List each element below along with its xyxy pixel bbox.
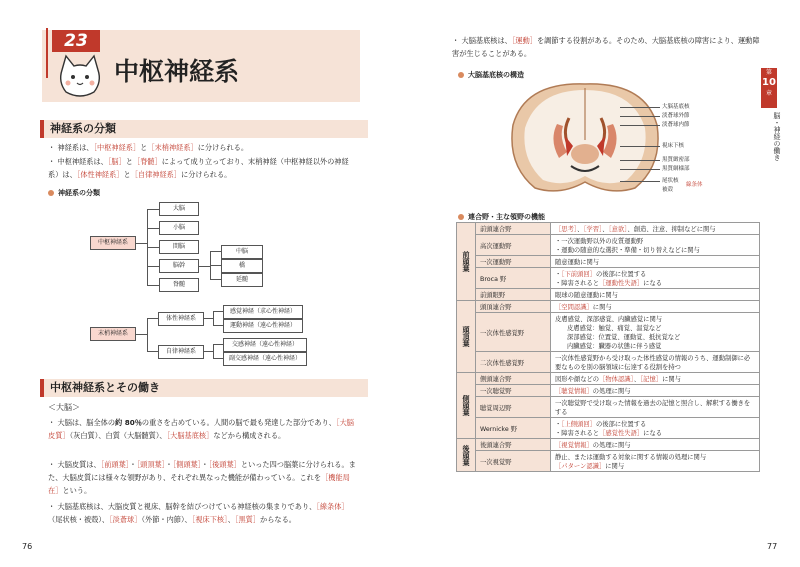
area-cell: Broca 野 [476,268,551,289]
desc-cell: ［聴覚情報］の処理に関与 [551,385,760,397]
bullet-classification-1: ・ 神経系は、［中枢神経系］と［末梢神経系］に分けられる。 [48,141,358,154]
desc-cell: ［視覚情報］の処理に関与 [551,439,760,451]
table-row [457,301,760,313]
subheading-cerebrum: ＜大脳＞ [48,403,80,412]
function-table [456,222,760,472]
table-row [457,439,760,451]
label-gpi: 淡蒼球内節 [662,122,690,128]
area-cell: 頭頂連合野 [476,301,551,313]
label-snr: 黒質網様部 [662,166,690,172]
label-stn: 視床下核 [662,143,685,149]
node-midbrain: 中脳 [221,245,263,259]
area-cell: 側頭連合野 [476,373,551,385]
area-cell: 高次運動野 [476,235,551,256]
group-temporal: 側頭葉 [457,373,476,439]
node-sympathetic: 交感神経（遠心性神経） [223,338,307,352]
label-snc: 黒質緻密部 [662,157,690,163]
desc-cell: ［空間認識］に関与 [551,301,760,313]
node-parasympathetic: 副交感神経（遠心性神経） [223,352,307,366]
area-cell: 一次運動野 [476,256,551,268]
figure-label: 大脳基底核の構造 [458,70,524,80]
node-brainstem: 脳幹 [159,259,199,273]
area-cell: 一次体性感覚野 [476,313,551,352]
bullet-cns-1: ・ 大脳は、脳全体の約 80％の重さを占めている。人間の脳で最も発達した部分であり、［大脳皮質］（灰白質）、白質（大脳髄質）、［大脳基底核］などから構成される。 [48,416,358,442]
table-row [457,352,760,373]
label-striatum: 線条体 [686,182,703,188]
table-row [457,373,760,385]
bullet-cns-2: ・ 大脳皮質は、［前頭葉］・［頭頂葉］・［側頭葉］・［後頭葉］といった四つ脳葉に分けられる。また、大脳皮質には様々な領野があり、それぞれ異なった機能が備わっている。これを［機能局在］という。 [48,458,358,497]
desc-cell: 一次体性感覚野から受け取った体性感覚の情報のうち、運動制御に必要なものを別の脳領域に伝達する役割を持つ [551,352,760,373]
table-row [457,235,760,256]
label-basal-ganglia: 大脳基底核 [662,104,690,110]
node-sensory: 感覚神経（求心性神経） [223,305,303,319]
page-number-left: 76 [22,542,33,551]
node-cerebrum: 大脳 [159,202,199,216]
desc-cell: 一次聴覚野で受け取った情報を過去の記憶と照合し、解釈する働きをする [551,397,760,418]
chapter-tab: 第 10 章 [761,68,777,108]
area-cell: 二次体性感覚野 [476,352,551,373]
table-row [457,313,760,352]
label-putamen: 被殻 [662,187,674,193]
area-cell: 前頭連合野 [476,223,551,235]
desc-cell: 図形や顔などの［物体認識］、［記憶］に関与 [551,373,760,385]
table-row [457,451,760,472]
chapter-side-title: 脳・神経の働き [773,112,781,161]
node-motor: 運動神経（遠心性神経） [223,319,303,333]
desc-cell: ・一次運動野以外の皮質運動野 ・運動の随意的な選択・準備・切り替えなどに関与 [551,235,760,256]
node-peripheral: 末梢神経系 [90,327,136,341]
page-number-right: 77 [767,542,778,551]
bullet-cns-3: ・ 大脳基底核は、大脳皮質と視床、脳幹を結びつけている神経核の集まりであり、［線条体］（尾状核・被殻）、［淡蒼球］（外節・内節）、［視床下核］、［黒質］からなる。 [48,500,358,526]
desc-cell: ・［上側頭回］の後部に位置する ・障害されると［感覚性失語］になる [551,418,760,439]
group-parietal: 頭頂葉 [457,301,476,373]
table-row [457,397,760,418]
desc-cell: ・［下前頭回］の後部に位置する ・障害されると［運動性失語］になる [551,268,760,289]
area-cell: 後頭連合野 [476,439,551,451]
section-heading-cns: 中枢神経系とその働き [40,379,368,397]
area-cell: 前頭眼野 [476,289,551,301]
table-row [457,418,760,439]
area-cell: 聴覚周辺野 [476,397,551,418]
node-medulla: 延髄 [221,273,263,287]
desc-cell: ［思考］、［学習］、［意欲］、創造、注意、抑制などに関与 [551,223,760,235]
label-gpe: 淡蒼球外節 [662,113,690,119]
table-row [457,268,760,289]
node-diencephalon: 間脳 [159,240,199,254]
table-row [457,289,760,301]
area-cell: 一次聴覚野 [476,385,551,397]
node-somatic: 体性神経系 [158,312,204,326]
brain-label-box [620,100,710,196]
table-row [457,256,760,268]
area-cell: 一次視覚野 [476,451,551,472]
bullet-basal-ganglia-role: ・ 大脳基底核は、［運動］を調節する役割がある。そのため、大脳基底核の障害により、運動障害が生じることがある。 [452,34,760,60]
bullet-classification-2: ・ 中枢神経系は、［脳］と［脊髄］によって成り立っており、末梢神経（中枢神経以外の神経系）は、［体性神経系］と［自律神経系］に分けられる。 [48,155,358,181]
area-cell: Wernicke 野 [476,418,551,439]
table-row [457,385,760,397]
desc-cell: 眼球の随意運動に関与 [551,289,760,301]
node-autonomic: 自律神経系 [158,345,204,359]
page-title: 中枢神経系 [114,57,240,86]
desc-cell: 随意運動に関与 [551,256,760,268]
group-frontal: 前頭葉 [457,223,476,301]
table-label: 連合野・主な領野の機能 [458,212,545,222]
node-pons: 橋 [221,259,263,273]
section-heading-classification: 神経系の分類 [40,120,368,138]
diagram-label: 神経系の分類 [48,188,100,198]
table-row [457,223,760,235]
node-cerebellum: 小脳 [159,221,199,235]
node-central: 中枢神経系 [90,236,136,250]
desc-cell: 静止、または運動する対象に関する情報の処理に関与 ［パターン認識］に関与 [551,451,760,472]
label-caudate: 尾状核 [662,178,679,184]
group-occipital: 後頭葉 [457,439,476,472]
chapter-badge: 23 [52,30,100,52]
desc-cell: 皮膚感覚、深部感覚、内臓感覚に関与 皮膚感覚：触覚、痛覚、温覚など 深部感覚：位置覚、運動覚、抵抗覚など 内臓感覚：臓器の状態に伴う感覚 [551,313,760,352]
node-spinal: 脊髄 [159,278,199,292]
